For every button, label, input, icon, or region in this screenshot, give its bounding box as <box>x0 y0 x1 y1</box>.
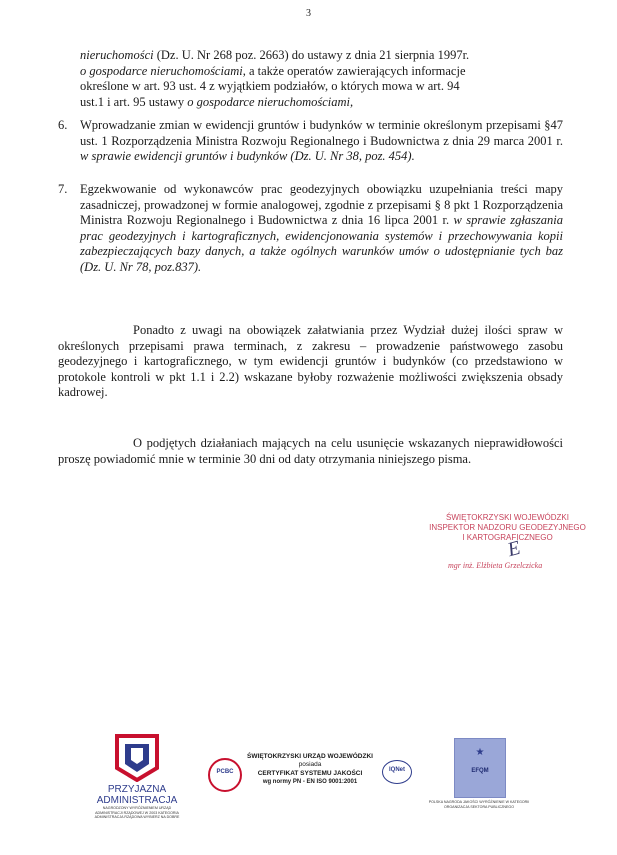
iqnet-logo-text: IQNet <box>388 767 405 773</box>
continued-item <box>80 48 563 110</box>
award-badge-icon <box>107 732 167 782</box>
pcbc-logo-text: PCBC <box>216 769 234 775</box>
logo-small-text: NAGRODZONY WYRÓŻNIENIEM URZĄD ADMINISTRACJI RZĄDOWEJ W 2003 KATEGORIA ADMINISTRACJA RZĄDOWA WYBIERZ NA DOBRE <box>94 806 180 819</box>
award-star-icon: ★ <box>475 747 485 758</box>
pcbc-logo-icon <box>208 758 242 792</box>
continued-line-2: o gospodarce nieruchomościami, a także operatów zawierających informacje <box>80 63 466 78</box>
quality-award-badge <box>454 738 506 798</box>
list-item-7 <box>58 182 563 275</box>
stamp-line-1: ŚWIĘTOKRZYSKI WOJEWÓDZKI <box>446 513 569 522</box>
logo-title-1: PRZYJAZNA <box>107 784 167 795</box>
certificate-text <box>240 752 380 787</box>
logo-title-2: ADMINISTRACJA <box>96 795 178 806</box>
item-6-text: Wprowadzanie zmian w ewidencji gruntów i budynków w terminie określonym przepisami §47 ust. 1 Rozporządzenia Ministra Rozwoju Regionalnego i Budownictwa z dnia 29 marca 2001 r. <box>80 118 563 148</box>
award-badge-text: EFQM <box>471 768 489 774</box>
item-7-text: Egzekwowanie od wykonawców prac geodezyjnych obowiązku uzupełniania treści mapy zasadniczej, prowadzonej w formie analogowej, zgodnie z przepisami § 8 pkt 1 Rozporządzenia Ministra Rozwoju Regionalnego i Budownictwa z dnia 16 lipca 2001 r. <box>80 182 563 227</box>
item-7-italic: w sprawie zgłaszania prac geodezyjnych i kartograficznych, ewidencjonowania systemów i przechowywania kopii zabezpieczających bazy danych, a także ogólnych warunków umów o udostępnianie tych baz (Dz. U. Nr 78, poz.837). <box>80 213 563 274</box>
paragraph-staffing: Ponadto z uwagi na obowiązek załatwiania przez Wydział dużej ilości spraw w określonych przepisami prawa terminach, z zakresu – prowadzenie państwowego zasobu geodezyjnego i kartograficznego, w tym ewidencji gruntów i budynków (co przedstawiono w protokole kontroli w pkt 1.1 i 2.2) wskazane byłoby rozważenie możliwości zwiększenia obsady kadrowej. <box>58 323 563 399</box>
continued-line-3: określone w art. 93 ust. 4 z wyjątkiem podziałów, o których mowa w art. 94 <box>80 79 460 93</box>
page-number: 3 <box>306 8 311 19</box>
stamp-line-3: I KARTOGRAFICZNEGO <box>462 533 553 542</box>
continued-line-4: ust.1 i art. 95 ustawy o gospodarce nieruchomościami, <box>80 94 354 109</box>
signature-initials: E <box>505 536 523 562</box>
stamp-line-2: INSPEKTOR NADZORU GEODEZYJNEGO <box>429 523 586 532</box>
cert-line-2: posiada <box>298 761 322 768</box>
cert-line-4: wg normy PN - EN ISO 9001:2001 <box>262 779 358 785</box>
award-caption: POLSKA NAGRODA JAKOŚCI WYRÓŻNIENIE W KATEGORII ORGANIZACJA SEKTORA PUBLICZNEGO <box>428 800 530 809</box>
paragraph-deadline: O podjętych działaniach mających na celu usunięcie wskazanych nieprawidłowości proszę powiadomić mnie w terminie 30 dni od daty otrzymania niniejszego pisma. <box>58 436 563 466</box>
list-number-7: 7. <box>58 182 68 196</box>
cert-line-1: ŚWIĘTOKRZYSKI URZĄD WOJEWÓDZKI <box>247 753 373 760</box>
cert-line-3: CERTYFIKAT SYSTEMU JAKOŚCI <box>257 770 363 777</box>
continued-line-1: nieruchomości (Dz. U. Nr 268 poz. 2663) do ustawy z dnia 21 sierpnia 1997r. <box>80 48 470 62</box>
item-6-italic: w sprawie ewidencji gruntów i budynków (Dz. U. Nr 38, poz. 454). <box>80 149 415 163</box>
quality-certificate <box>204 752 416 796</box>
friendly-administration-logo <box>92 732 182 820</box>
list-item-6 <box>58 118 563 165</box>
iqnet-logo-icon <box>382 760 412 784</box>
list-number-6: 6. <box>58 118 68 132</box>
signature-name: mgr inż. Elżbieta Grzelczicka <box>448 561 543 570</box>
